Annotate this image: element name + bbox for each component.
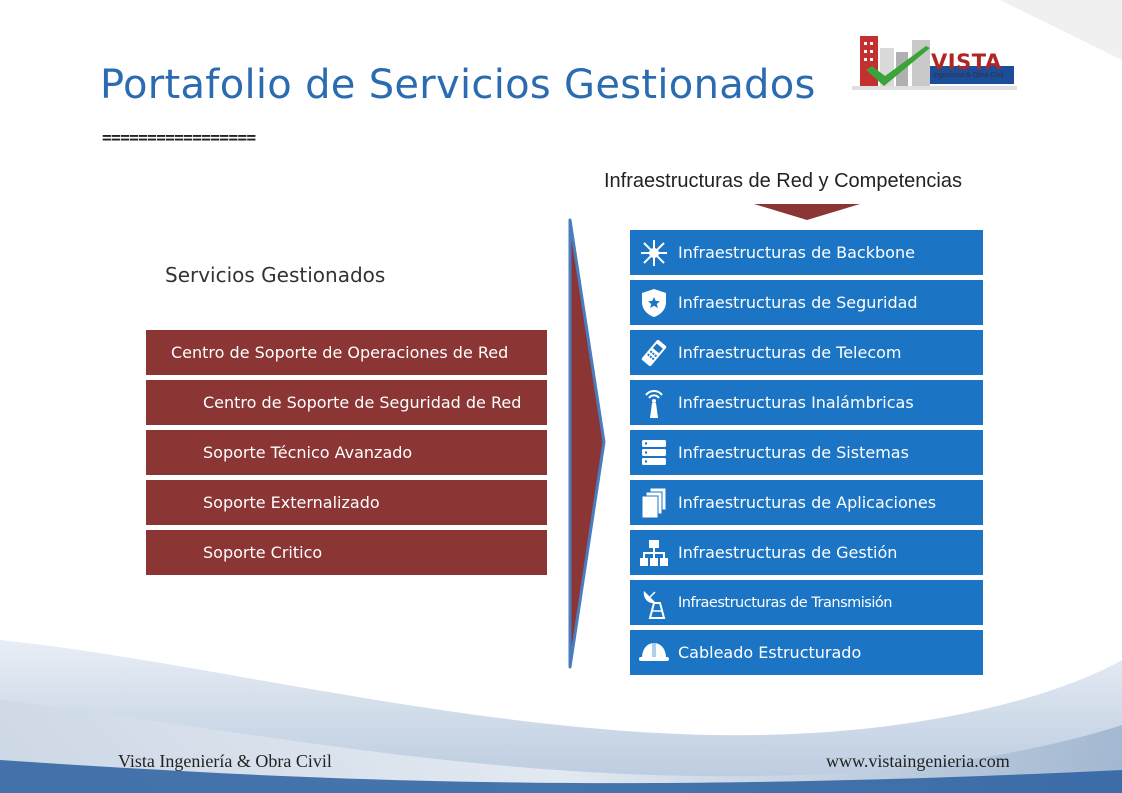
documents-icon xyxy=(638,487,670,519)
infra-item-cableado xyxy=(630,630,983,675)
infra-label: Infraestructuras de Backbone xyxy=(678,243,915,262)
antenna-icon xyxy=(638,387,670,419)
server-icon xyxy=(638,437,670,469)
servicio-label: Soporte Externalizado xyxy=(203,493,380,512)
footer-company: Vista Ingeniería & Obra Civil xyxy=(118,751,332,771)
servicio-label: Centro de Soporte de Operaciones de Red xyxy=(171,343,509,362)
infra-item-inalambricas xyxy=(630,380,983,425)
infra-label: Infraestructuras de Seguridad xyxy=(678,293,918,312)
servicio-label: Centro de Soporte de Seguridad de Red xyxy=(203,393,522,412)
servicio-item xyxy=(146,430,547,475)
network-hub-icon xyxy=(638,237,670,269)
infra-item-aplicaciones xyxy=(630,480,983,525)
infra-label: Infraestructuras Inalámbricas xyxy=(678,393,914,412)
servicios-heading: Servicios Gestionados xyxy=(165,263,386,287)
infra-item-seguridad xyxy=(630,280,983,325)
infraestructuras-heading: Infraestructuras de Red y Competencias xyxy=(604,170,962,192)
infra-item-backbone xyxy=(630,230,983,275)
servicio-item xyxy=(146,330,547,375)
phone-icon xyxy=(638,337,670,369)
down-arrow-icon xyxy=(752,203,862,221)
hard-hat-icon xyxy=(638,637,670,669)
right-arrow-icon xyxy=(560,215,610,675)
infra-item-sistemas xyxy=(630,430,983,475)
infra-item-transmision xyxy=(630,580,983,625)
logo-tagline: Ingeniería & Obra Civil xyxy=(933,72,1004,79)
infra-label: Infraestructuras de Sistemas xyxy=(678,443,909,462)
logo-name: VISTA xyxy=(931,50,1002,74)
servicio-item xyxy=(146,380,547,425)
servicio-label: Soporte Técnico Avanzado xyxy=(203,443,413,462)
infra-label: Infraestructuras de Transmisión xyxy=(678,594,892,611)
infra-item-telecom xyxy=(630,330,983,375)
servicio-item xyxy=(146,480,547,525)
servicio-label: Soporte Critico xyxy=(203,543,323,562)
infra-item-gestion xyxy=(630,530,983,575)
infra-label: Cableado Estructurado xyxy=(678,643,862,662)
title-underline: ================= xyxy=(102,128,256,147)
infra-label: Infraestructuras de Aplicaciones xyxy=(678,493,937,512)
infra-label: Infraestructuras de Telecom xyxy=(678,343,902,362)
satellite-tower-icon xyxy=(638,587,670,619)
page-title: Portafolio de Servicios Gestionados xyxy=(100,62,816,108)
shield-icon xyxy=(638,287,670,319)
footer-website: www.vistaingenieria.com xyxy=(826,751,1010,771)
infra-label: Infraestructuras de Gestión xyxy=(678,543,898,562)
servicio-item xyxy=(146,530,547,575)
hierarchy-icon xyxy=(638,537,670,569)
